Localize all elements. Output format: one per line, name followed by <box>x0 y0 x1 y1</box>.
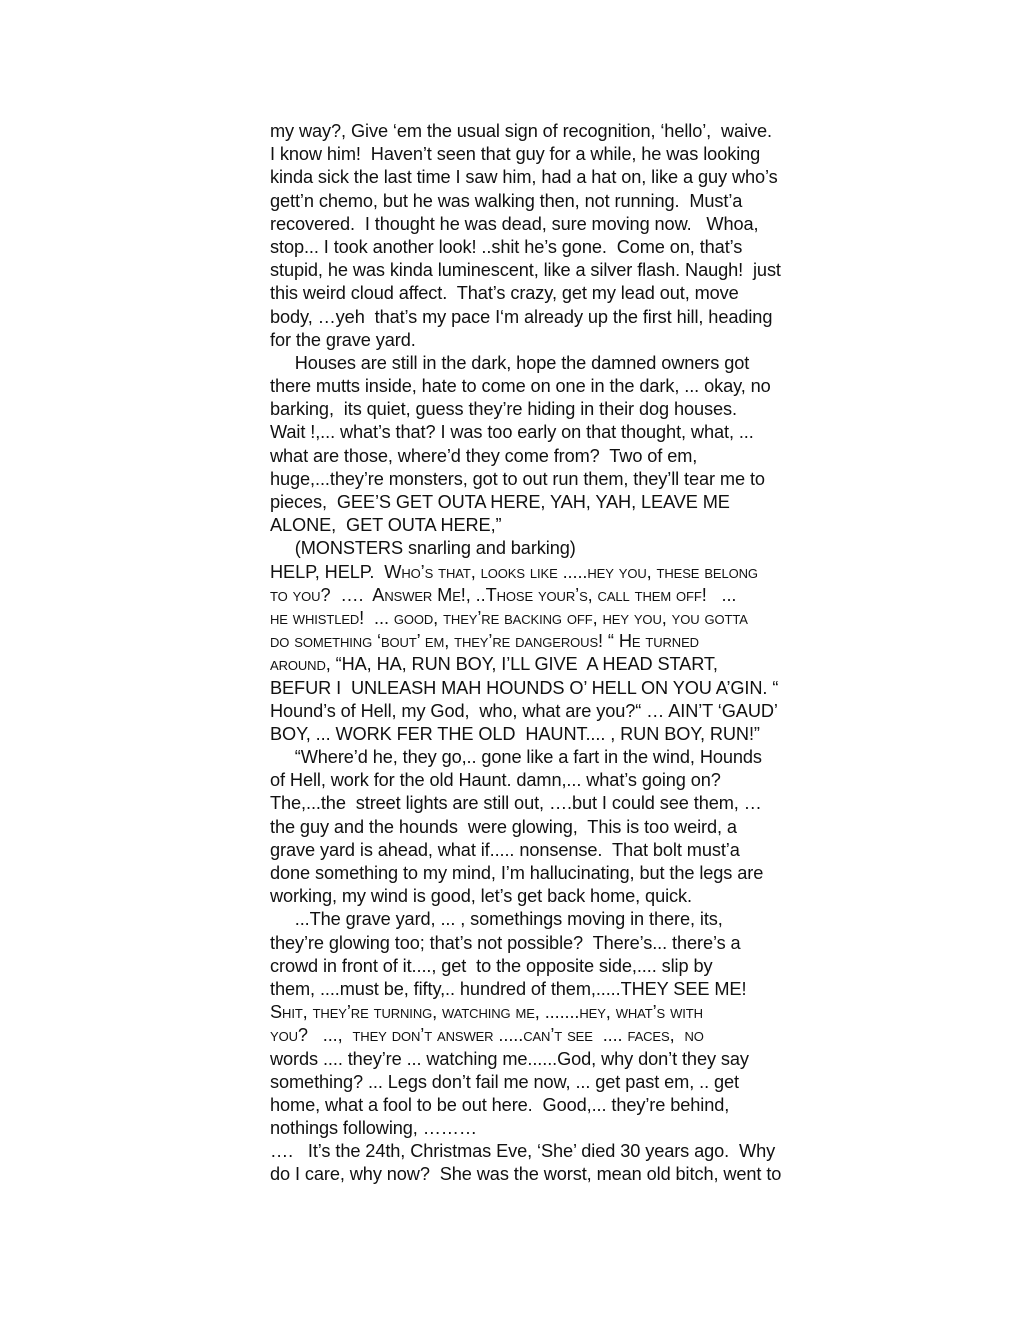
text-line: kinda sick the last time I saw him, had a hat on, like a guy who’s <box>270 167 778 188</box>
text-line: something? ... Legs don’t fail me now, ... get past em, .. get <box>270 1071 739 1092</box>
text-line: crowd in front of it...., get to the opposite side,.... slip by <box>270 955 713 976</box>
text-line: them, ....must be, fifty,.. hundred of them,.....THEY SEE ME! <box>270 978 747 999</box>
text-line: BEFUR I UNLEASH MAH HOUNDS O’ HELL ON YOU A’GIN. “ <box>270 677 779 698</box>
text-line: ALONE, GET OUTA HERE,” <box>270 515 502 536</box>
text-line: BOY, ... WORK FER THE OLD HAUNT.... , RUN BOY, RUN!” <box>270 723 760 744</box>
text-line: there mutts inside, hate to come on one in the dark, ... okay, no <box>270 376 771 397</box>
text-line: I know him! Haven’t seen that guy for a while, he was looking <box>270 144 761 165</box>
text-line: my way?, Give ‘em the usual sign of recognition, ‘hello’, waive. <box>270 121 772 141</box>
text-line: Hound’s of Hell, my God, who, what are you?“ … AIN’T ‘GAUD’ <box>270 700 778 721</box>
text-line: HELP, HELP. Who’s that, looks like .....hey you, these belong <box>270 561 758 582</box>
text-line: Houses are still in the dark, hope the damned owners got <box>270 352 750 373</box>
text-line: you? ..., they don’t answer .....can’t see .... faces, no <box>270 1025 704 1046</box>
text-line: to you? …. Answer Me!, ..Those your’s, call them off! ... <box>270 584 737 605</box>
text-line: The,...the street lights are still out, ….but I could see them, … <box>270 793 762 814</box>
text-line: the guy and the hounds were glowing, This is too weird, a <box>270 816 737 837</box>
document-page <box>270 120 850 1200</box>
text-line: barking, its quiet, guess they’re hiding in their dog houses. <box>270 399 737 420</box>
text-line: ...The grave yard, ... , somethings moving in there, its, <box>270 909 723 930</box>
text-line: huge,...they’re monsters, got to out run them, they’ll tear me to <box>270 468 765 489</box>
text-line: do something ‘bout’ em, they’re dangerous! “ He turned <box>270 631 699 652</box>
text-line: stupid, he was kinda luminescent, like a silver flash. Naugh! just <box>270 260 781 281</box>
text-line: nothings following, ……… <box>270 1118 477 1139</box>
text-line: gett’n chemo, but he was walking then, not running. Must’a <box>270 190 743 211</box>
text-line: around, “HA, HA, RUN BOY, I’LL GIVE A HEAD START, <box>270 654 718 675</box>
text-line: (MONSTERS snarling and barking) <box>270 538 576 559</box>
text-line: body, …yeh that’s my pace I‘m already up the first hill, heading <box>270 306 773 327</box>
text-line: what are those, where’d they come from? Two of em, <box>270 445 698 466</box>
text-line: Shit, they’re turning, watching me, .......hey, what’s with <box>270 1002 703 1023</box>
text-line: they’re glowing too; that’s not possible? There’s... there’s a <box>270 932 741 953</box>
text-line: recovered. I thought he was dead, sure moving now. Whoa, <box>270 213 759 234</box>
text-line: of Hell, work for the old Haunt. damn,... what’s going on? <box>270 770 721 791</box>
text-line: grave yard is ahead, what if..... nonsense. That bolt must’a <box>270 839 740 860</box>
text-line: Wait !,... what’s that? I was too early on that thought, what, ... <box>270 422 754 443</box>
text-line: home, what a fool to be out here. Good,... they’re behind, <box>270 1094 730 1115</box>
text-line: words .... they’re ... watching me......God, why don’t they say <box>270 1048 749 1069</box>
text-line: for the grave yard. <box>270 329 416 350</box>
text-line: working, my wind is good, let’s get back home, quick. <box>270 886 692 907</box>
text-line: done something to my mind, I’m hallucinating, but the legs are <box>270 863 764 883</box>
text-line: “Where’d he, they go,.. gone like a fart in the wind, Hounds <box>270 747 762 768</box>
text-line: do I care, why now? She was the worst, mean old bitch, went to <box>270 1164 782 1185</box>
text-line: stop... I took another look! ..shit he’s gone. Come on, that’s <box>270 236 743 257</box>
text-line: pieces, GEE’S GET OUTA HERE, YAH, YAH, LEAVE ME <box>270 492 730 512</box>
text-line: this weird cloud affect. That’s crazy, get my lead out, move <box>270 283 739 304</box>
text-line: …. It’s the 24th, Christmas Eve, ‘She’ died 30 years ago. Why <box>270 1141 776 1162</box>
text-line: he whistled! ... good, they’re backing off, hey you, you gotta <box>270 607 748 628</box>
